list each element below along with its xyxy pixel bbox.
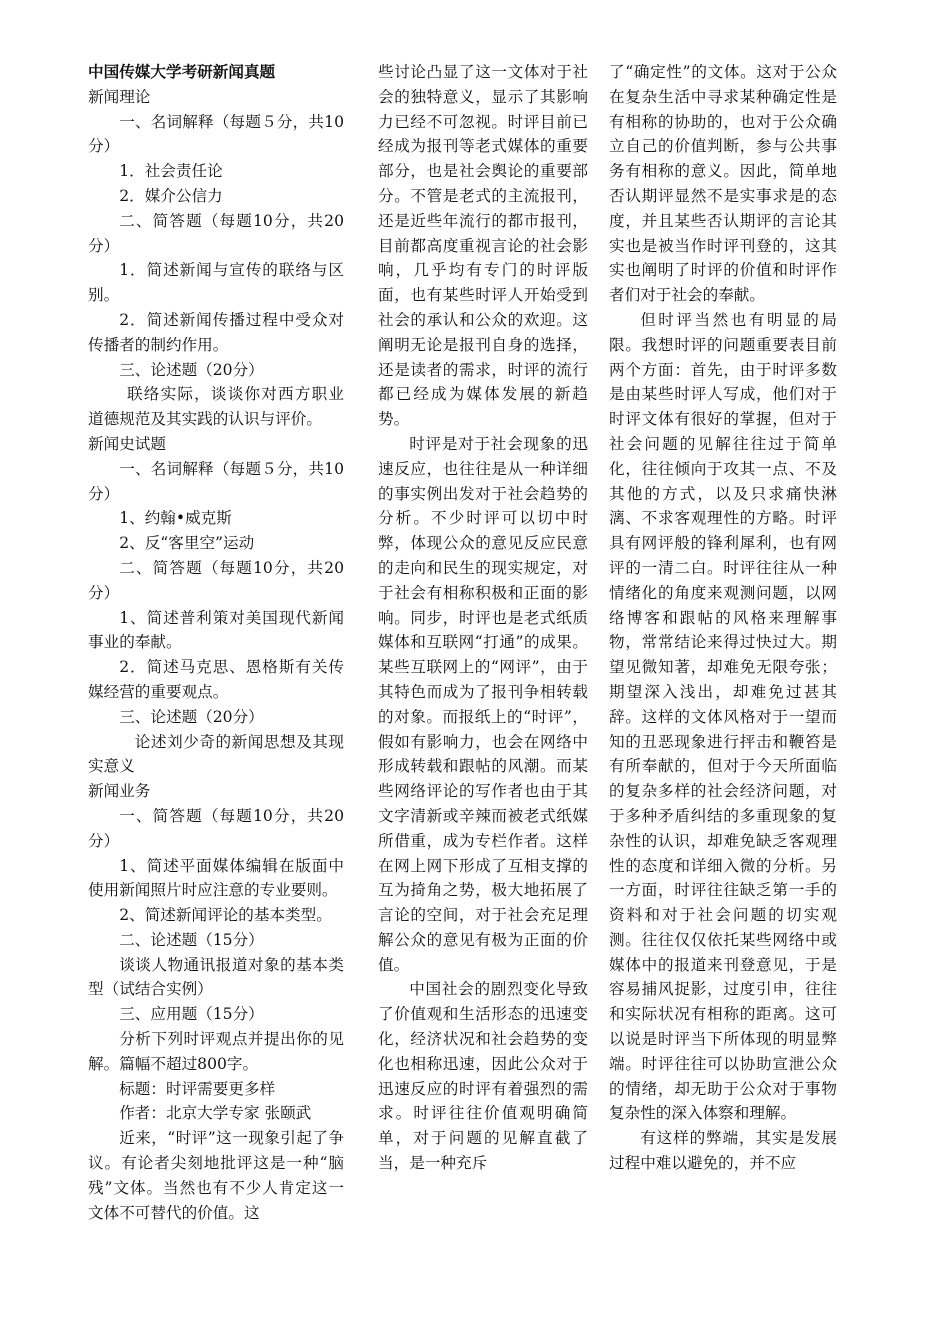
paragraph: 联络实际，谈谈你对西方职业道德规范及其实践的认识与评价。 (88, 385, 344, 429)
paragraph: 二、简答题（每题10分，共20分） (88, 211, 344, 255)
paragraph: 作者：北京大学专家 张颐武 (119, 1104, 312, 1123)
paragraph: 2．简述马克思、恩格斯有关传媒经营的重要观点。 (88, 658, 344, 701)
paragraph: 新闻理论 (88, 87, 151, 106)
paragraph: 1．社会责任论 (119, 162, 223, 181)
paragraph: 2．媒介公信力 (119, 186, 223, 205)
paragraph: 2、反“客里空”运动 (119, 534, 255, 553)
paragraph: 三、应用题（15分） (119, 1005, 264, 1024)
paragraph: 1．简述新闻与宣传的联络与区别。 (88, 261, 344, 305)
paragraph: 一、简答题（每题10分，共20分） (88, 806, 344, 850)
column-middle (378, 60, 588, 1176)
paragraph: 2．简述新闻传播过程中受众对传播者的制约作用。 (88, 310, 344, 354)
paragraph: 一、名词解释（每题５分，共10分） (88, 112, 344, 156)
paragraph: 新闻史试题 (88, 434, 166, 453)
paragraph: 有这样的弊端，其实是发展过程中难以避免的，并不应 (609, 1129, 837, 1173)
paragraph: 2、简述新闻评论的基本类型。 (119, 906, 332, 925)
paragraph: 1、简述平面媒体编辑在版面中使用新闻照片时应注意的专业要则。 (88, 856, 344, 900)
document-title: 中国传媒大学考研新闻真题 (88, 62, 276, 81)
column-right (609, 60, 837, 1176)
paragraph: 三、论述题（20分） (119, 707, 264, 726)
paragraph: 一、名词解释（每题５分，共10分） (88, 459, 344, 503)
paragraph: 时评是对于社会现象的迅速反应，也往往是从一种详细的事实例出发对于社会趋势的分析。不少时评可以切中时弊，体现公众的意见反应民意的走向和民生的现实规定，对于社会有相称积极和正面的影响。同步，时评也是老式纸质媒体和互联网“打通”的成果。某些互联网上的“网评”，由于其特色而成为了报刊争相转载的对象。而报纸上的“时评”，假如有影响力，也会在网络中形成转载和跟帖的风潮。而某些网络评论的写作者也由于其文字清新或辛辣而被老式纸媒所借重，成为专栏作者。这样在网上网下形成了互相支撑的互为掎角之势，极大地拓展了言论的空间，对于社会充足理解公众的意见有极为正面的价值。 (378, 434, 588, 974)
paragraph: 新闻业务 (88, 782, 151, 801)
paragraph: 1、约翰•威克斯 (119, 509, 232, 528)
paragraph: 了“确定性”的文体。这对于公众在复杂生活中寻求某种确定性是有相称的协助的，也对于公众确立自己的价值判断，参与公共事务有相称的意义。因此，简单地否认期评显然不是实事求是的态度，并且某些否认期评的言论其实也是被当作时评刊登的，这其实也阐明了时评的价值和时评作者们对于社会的奉献。 (609, 63, 837, 305)
paragraph: 标题：时评需要更多样 (119, 1079, 276, 1098)
paragraph: 些讨论凸显了这一文体对于社会的独特意义，显示了其影响力已经不可忽视。时评目前已经成为报刊等老式媒体的重要部分，也是社会舆论的重要部分。不管是老式的主流报刊，还是近些年流行的都市报刊，目前都高度重视言论的社会影响，几乎均有专门的时评版面，也有某些时评人开始受到社会的承认和公众的欢迎。这阐明无论是报刊自身的选择，还是读者的需求，时评的流行都已经成为媒体发展的新趋势。 (378, 63, 588, 429)
column-left (88, 60, 344, 1225)
paragraph: 分析下列时评观点并提出你的见解。篇幅不超过800字。 (88, 1030, 344, 1073)
paragraph: 但时评当然也有明显的局限。我想时评的问题重要表目前两个方面：首先，由于时评多数是由某些时评人写成，他们对于时评文体有很好的掌握，但对于社会问题的见解往往过于简单化，往往倾向于攻其一点、不及其他的方式，以及只求痛快淋漓、不求客观理性的方略。时评具有网评般的锋利犀利，也有网评的一清二白。时评往往从一种情绪化的角度来观测问题，以网络博客和跟帖的风格来理解事物，常常结论来得过快过大。期望见微知著，却难免无限夸张；期望深入浅出，却难免过甚其辞。这样的文体风格对于一望而知的丑恶现象进行抨击和鞭笞是有所奉献的，但对于今天所面临的复杂多样的社会经济问题，对于多种矛盾纠结的多重现象的复杂性的认识，却难免缺乏客观理性的态度和详细入微的分析。另一方面，时评往往缺乏第一手的资料和对于社会问题的切实观测。往往仅仅依托某些网络中或媒体中的报道来刊登意见，于是容易捕风捉影，过度引申，往往和实际状况有相称的距离。这可以说是时评当下所体现的明显弊端。时评往往可以协助宣泄公众的情绪，却无助于公众对于事物复杂性的深入体察和理解。 (609, 310, 837, 1123)
paragraph: 二、论述题（15分） (119, 930, 264, 949)
paragraph: 中国社会的剧烈变化导致了价值观和生活形态的迅速变化，经济状况和社会趋势的变化也相称迅速，因此公众对于迅速反应的时评有着强烈的需求。时评往往价值观明确简单，对于问题的见解直截了当，是一种充斥 (378, 980, 588, 1173)
paragraph: 近来，“时评”这一现象引起了争议。有论者尖刻地批评这是一种“脑残”文体。当然也有不少人肯定这一文体不可替代的价值。这 (88, 1129, 344, 1222)
paragraph: 论述刘少奇的新闻思想及其现实意义 (88, 732, 344, 776)
paragraph: 谈谈人物通讯报道对象的基本类型（试结合实例） (88, 955, 344, 999)
paragraph: 1、简述普利策对美国现代新闻事业的奉献。 (88, 608, 344, 652)
paragraph: 二、简答题（每题10分，共20分） (88, 558, 344, 602)
paragraph: 三、论述题（20分） (119, 360, 264, 379)
